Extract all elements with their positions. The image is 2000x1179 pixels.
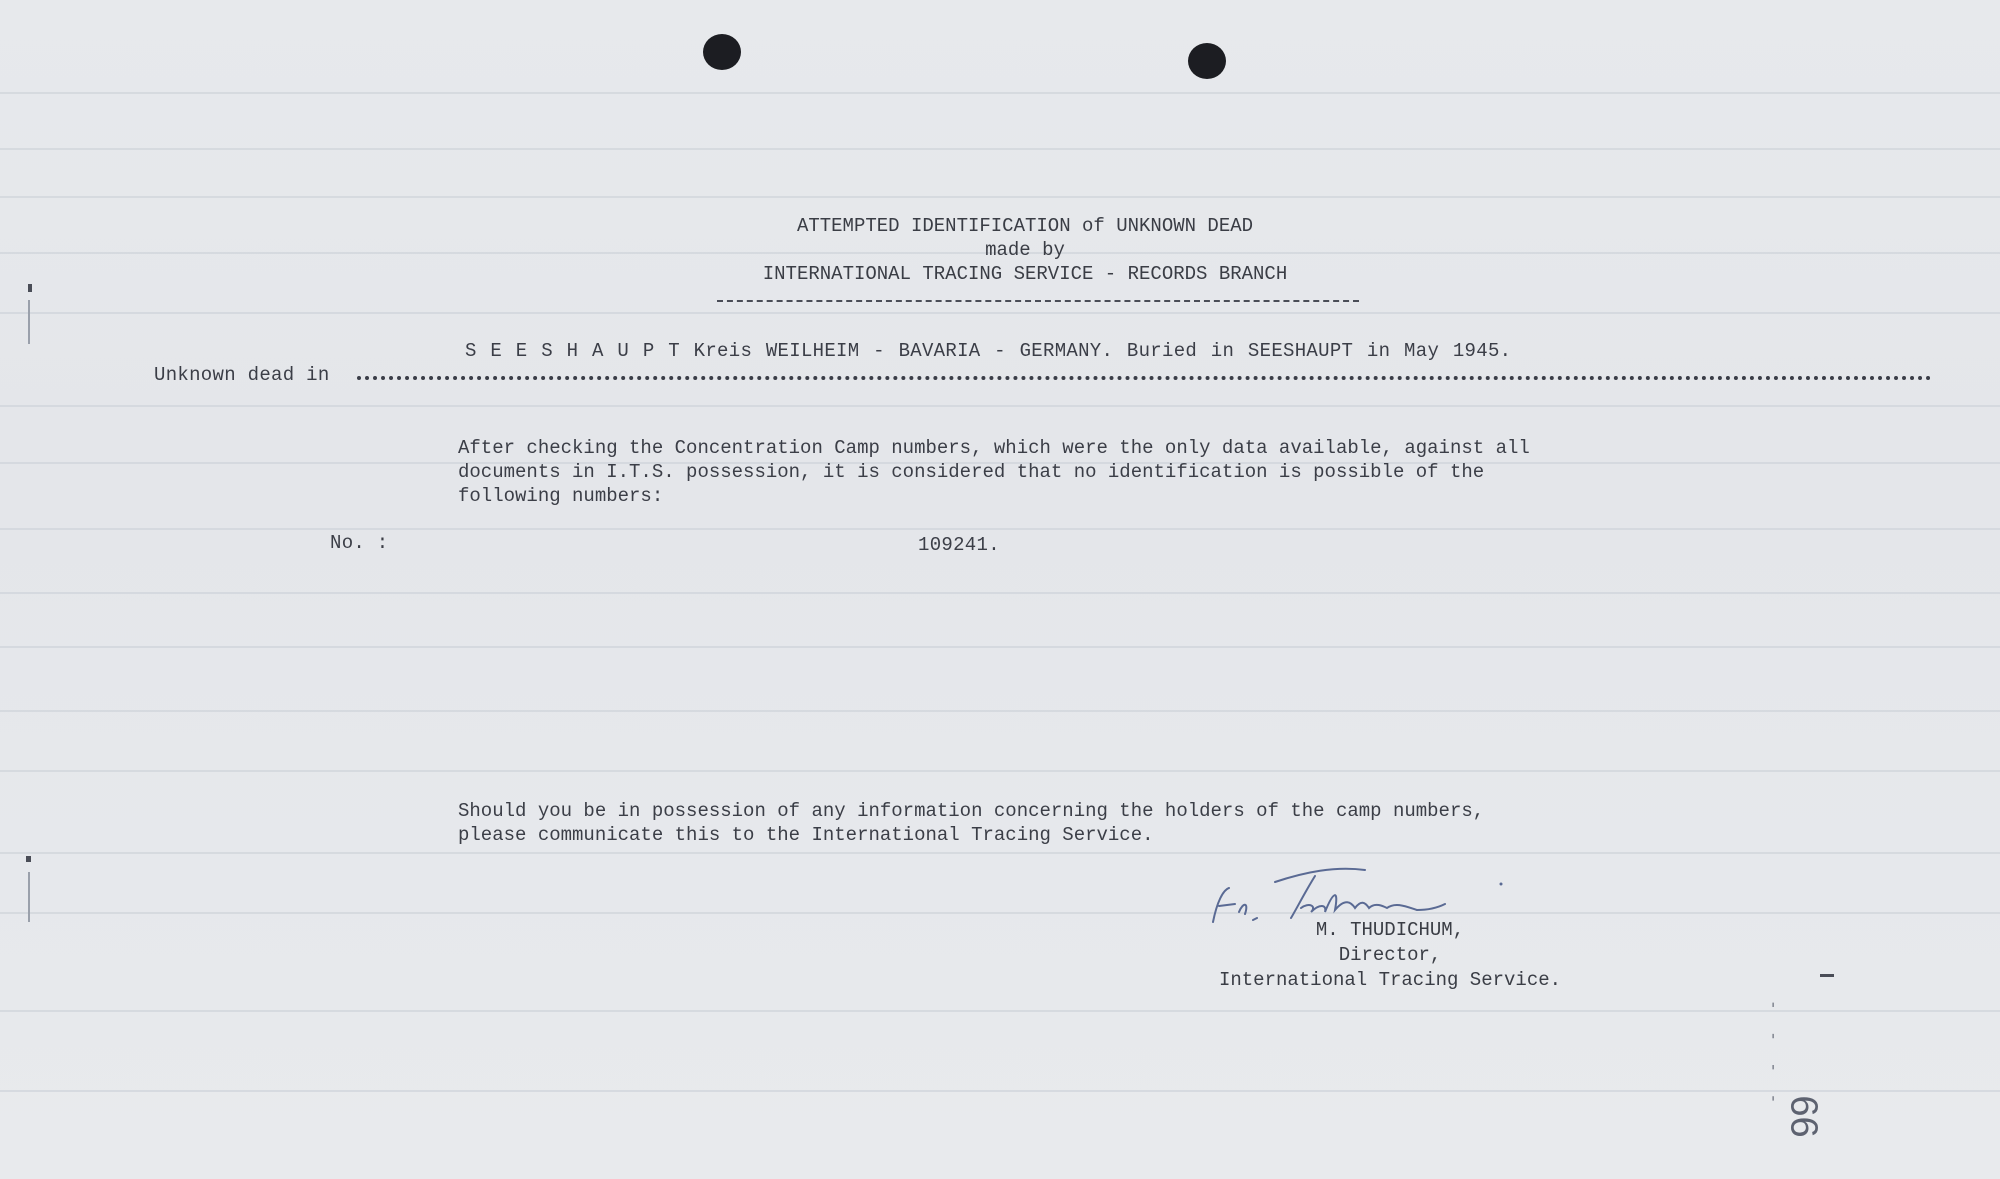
signatory-title: Director, [1338, 944, 1442, 966]
archive-stamp: - - - - [1764, 1000, 1782, 1110]
margin-mark [26, 856, 31, 862]
heading-line-organization: INTERNATIONAL TRACING SERVICE - RECORDS BRANCH [762, 263, 1288, 285]
request-line-1: Should you be in possession of any information concerning the holders of the camp numbers, [458, 800, 1485, 822]
archive-page-number: 66 [1782, 1095, 1825, 1138]
ruled-line [0, 196, 2000, 198]
ruled-line [0, 1090, 2000, 1092]
location-label: Unknown dead in [154, 364, 330, 386]
heading-underline [717, 300, 1359, 302]
margin-mark [1820, 974, 1834, 977]
dotted-leader [357, 376, 1932, 380]
body-line-2: documents in I.T.S. possession, it is considered that no identification is possible of the [458, 461, 1485, 483]
ruled-line [0, 852, 2000, 854]
camp-number: 109241. [918, 534, 1000, 556]
signatory-organization: International Tracing Service. [1218, 969, 1562, 991]
body-line-3: following numbers: [458, 485, 664, 507]
margin-mark [28, 872, 30, 922]
ruled-line [0, 528, 2000, 530]
ruled-line [0, 710, 2000, 712]
margin-mark [28, 284, 32, 292]
body-paragraph [458, 436, 1530, 508]
request-paragraph [458, 799, 1484, 847]
ruled-line [0, 92, 2000, 94]
ruled-line [0, 592, 2000, 594]
signatory-block [1170, 918, 1610, 993]
request-line-2: please communicate this to the International Tracing Service. [458, 824, 1154, 846]
ruled-line [0, 912, 2000, 914]
ruled-line [0, 1010, 2000, 1012]
signatory-name: M. THUDICHUM, [1315, 919, 1465, 941]
location-value: S E E S H A U P T Kreis WEILHEIM - BAVARIA - GERMANY. Buried in SEESHAUPT in May 1945. [465, 340, 1512, 362]
ruled-line [0, 148, 2000, 150]
punch-hole [1188, 43, 1226, 79]
body-line-1: After checking the Concentration Camp numbers, which were the only data available, against all [458, 437, 1530, 459]
ruled-line [0, 646, 2000, 648]
heading-line-title: ATTEMPTED IDENTIFICATION of UNKNOWN DEAD [796, 215, 1254, 237]
punch-hole [703, 34, 741, 70]
heading-line-made-by: made by [985, 239, 1065, 261]
document-heading [625, 214, 1425, 286]
numbers-label: No. : [330, 532, 389, 554]
ruled-line [0, 405, 2000, 407]
ruled-line [0, 312, 2000, 314]
margin-mark [28, 300, 30, 344]
ruled-line [0, 770, 2000, 772]
